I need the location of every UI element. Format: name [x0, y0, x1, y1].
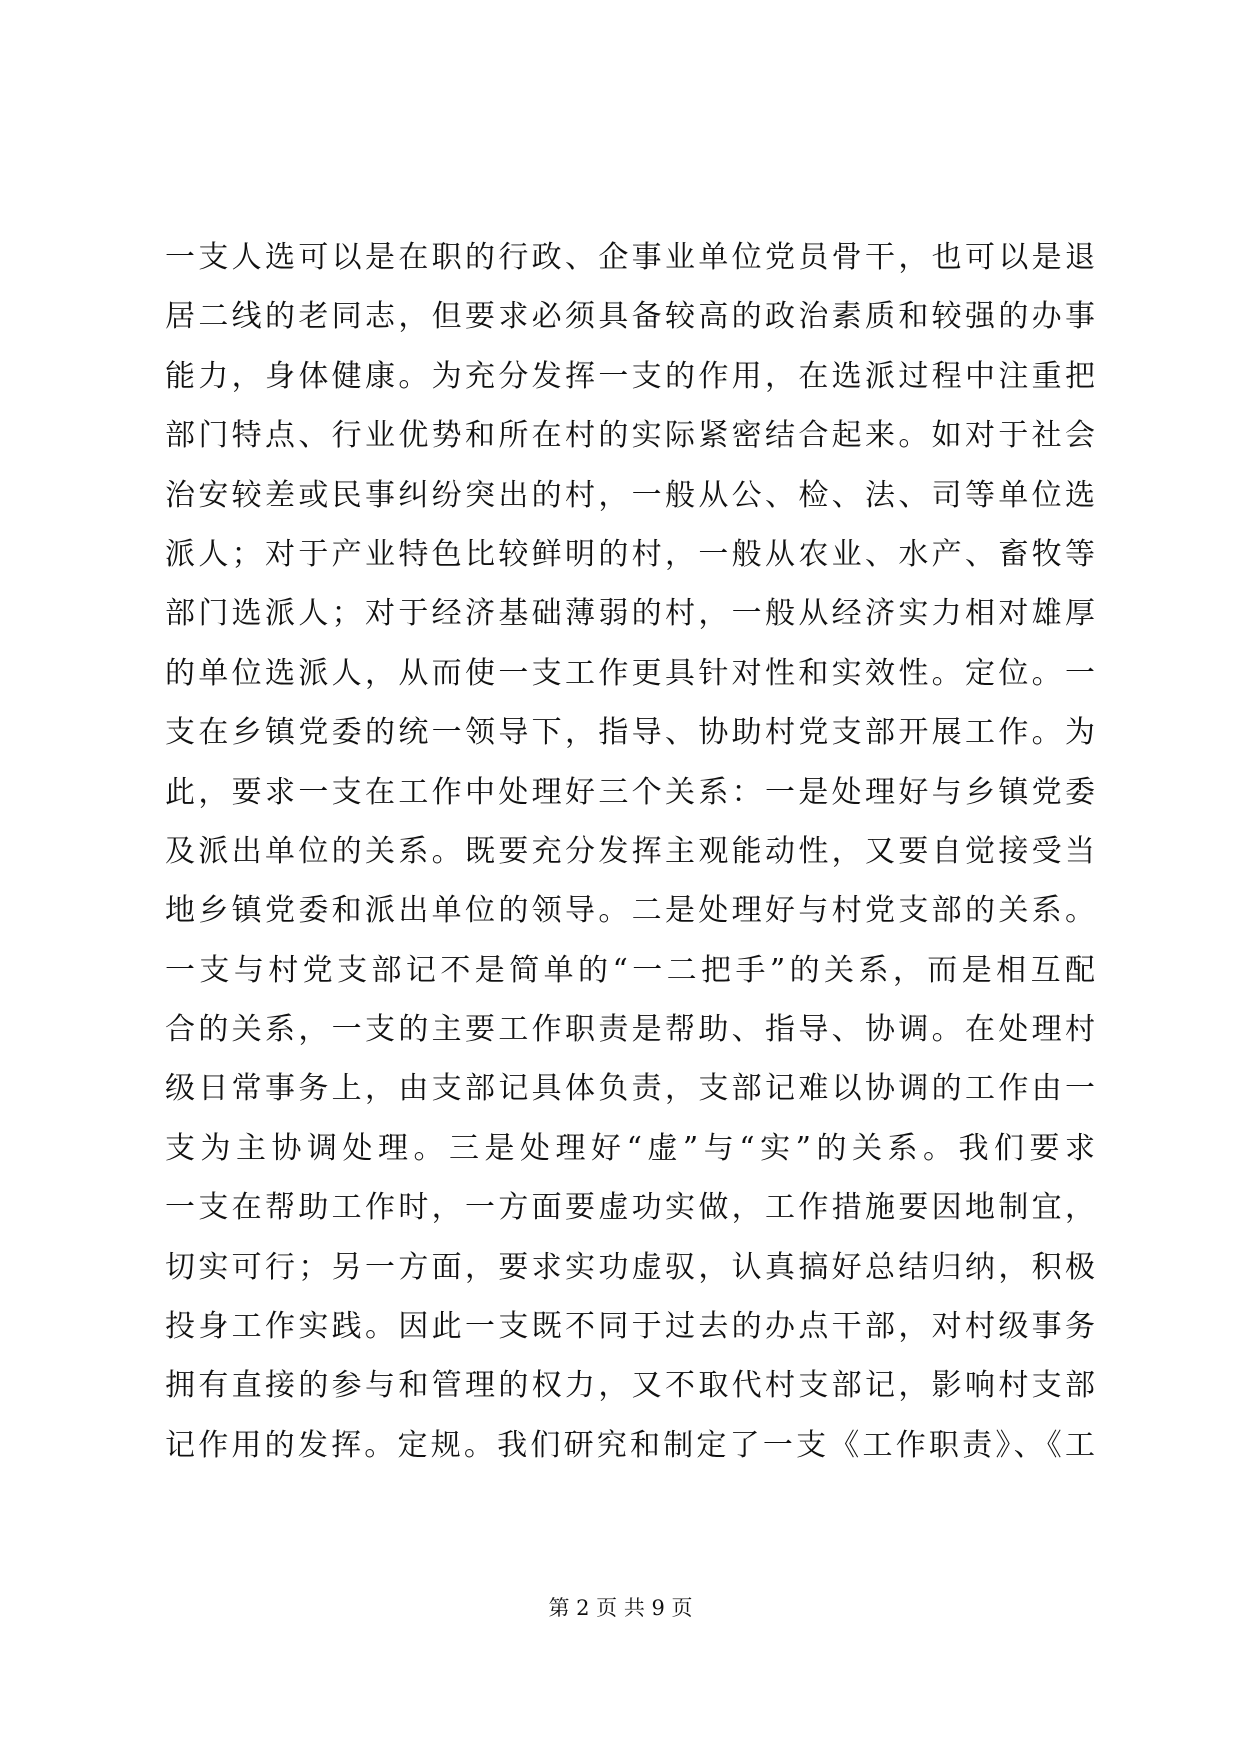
- text-line: 一支与村党支部记不是简单的“一二把手”的关系，而是相互配: [165, 952, 1095, 988]
- text-line: 拥有直接的参与和管理的权力，又不取代村支部记，影响村支部: [165, 1368, 1095, 1404]
- text-line: 治安较差或民事纠纷突出的村，一般从公、检、法、司等单位选: [165, 477, 1095, 513]
- text-line: 此，要求一支在工作中处理好三个关系：一是处理好与乡镇党委: [165, 774, 1095, 810]
- text-line: 切实可行；另一方面，要求实功虚驭，认真搞好总结归纳，积极: [165, 1249, 1095, 1285]
- page-footer: [0, 1593, 1241, 1623]
- text-line: 一支人选可以是在职的行政、企事业单位党员骨干，也可以是退: [165, 240, 1095, 275]
- text-line: 居二线的老同志，但要求必须具备较高的政治素质和较强的办事: [165, 299, 1095, 335]
- text-line: 级日常事务上，由支部记具体负责，支部记难以协调的工作由一: [165, 1071, 1095, 1107]
- text-line: 支为主协调处理。三是处理好“虚”与“实”的关系。我们要求: [165, 1130, 1095, 1166]
- text-line: 记作用的发挥。定规。我们研究和制定了一支《工作职责》、《工: [165, 1427, 1095, 1463]
- text-line: 地乡镇党委和派出单位的领导。二是处理好与村党支部的关系。: [165, 893, 1095, 929]
- text-line: 支在乡镇党委的统一领导下，指导、协助村党支部开展工作。为: [165, 715, 1095, 751]
- text-line: 部门特点、行业优势和所在村的实际紧密结合起来。如对于社会: [165, 418, 1095, 454]
- text-line: 合的关系，一支的主要工作职责是帮助、指导、协调。在处理村: [165, 1012, 1095, 1048]
- text-line: 的单位选派人，从而使一支工作更具针对性和实效性。定位。一: [165, 655, 1095, 691]
- text-line: 部门选派人；对于经济基础薄弱的村，一般从经济实力相对雄厚: [165, 596, 1095, 632]
- text-line: 派人；对于产业特色比较鲜明的村，一般从农业、水产、畜牧等: [165, 536, 1095, 572]
- text-line: 及派出单位的关系。既要充分发挥主观能动性，又要自觉接受当: [165, 833, 1095, 869]
- page-number-label: 第 2 页 共 9 页: [548, 1596, 693, 1620]
- body-text: [165, 228, 1095, 1475]
- text-line: 投身工作实践。因此一支既不同于过去的办点干部，对村级事务: [165, 1309, 1095, 1345]
- text-line: 能力，身体健康。为充分发挥一支的作用，在选派过程中注重把: [165, 358, 1095, 394]
- text-line: 一支在帮助工作时，一方面要虚功实做，工作措施要因地制宜，: [165, 1190, 1095, 1226]
